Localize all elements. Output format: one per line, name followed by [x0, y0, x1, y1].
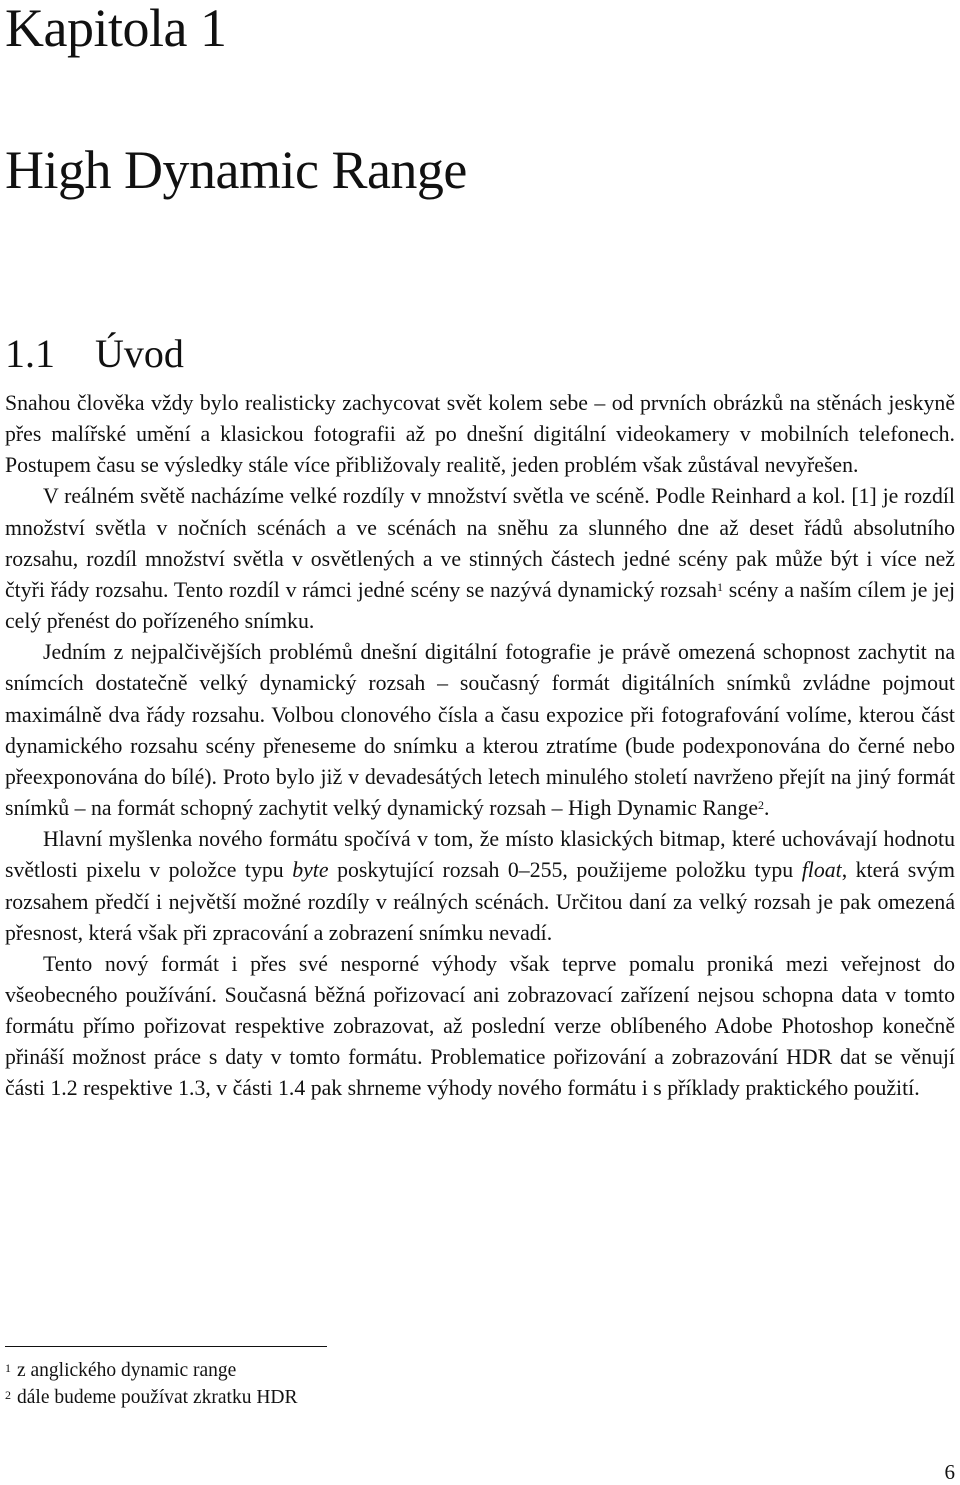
paragraph-text: , která svým rozsahem předčí i největší možné rozdíly v reálných scénách. Určitou daní za velký rozsah je pak omezená přesnost, která však při zpracování a zobrazení snímku nevadí.	[5, 858, 956, 945]
footnote-mark: 1	[5, 1361, 11, 1375]
chapter-title: High Dynamic Range	[5, 140, 467, 200]
paragraph-5	[5, 949, 955, 1105]
footnote-ref-2: 2	[758, 798, 765, 813]
paragraph-text: .	[764, 796, 770, 821]
paragraph-text: Jedním z nejpalčivějších problémů dnešní digitální fotografie je právě omezená schopnost zachytit na snímcích dostatečně velký dynamický rozsah – současný formát digitálních snímků zvládne pojmout maximálně dva řády rozsahu. Volbou clonového čísla a času expozice při fotografování volíme, kterou část dynamického rozsahu scény přeneseme do snímku a kterou ztratíme (bude podexponována do černé nebo přeexponována do bílé). Proto bylo již v devadesátých letech minulého století navrženo přejít na jiný formát snímků – na formát schopný zachytit velký dynamický rozsah – High Dynamic Range	[5, 640, 955, 821]
paragraph-text: Tento nový formát i přes své nesporné výhody však teprve pomalu proniká mezi veřejnost do všeobecného používání. Současná běžná pořizovací ani zobrazovací zařízení nejsou schopna data v tomto formátu přímo pořizovat respektive zobrazovat, až poslední verze oblíbeného Adobe Photoshop konečně přináší možnost práce s daty v tomto formátu. Problematice pořizování a zobrazování HDR dat se věnují části 1.2 respektive 1.3, v části 1.4 pak shrneme výhody nového formátu i s příklady praktického použití.	[5, 951, 955, 1101]
section-number: 1.1	[5, 331, 55, 376]
emphasis-byte: byte	[292, 858, 329, 883]
paragraph-text: Snahou člověka vždy bylo realisticky zachycovat svět kolem sebe – od prvních obrázků na stěnách jeskyně přes malířské umění a klasickou fotografii až po dnešní digitální videokamery v mobilních telefonech. Postupem času se výsledky stále více přibližovaly realitě, jeden problém však zůstával nevyřešen.	[5, 391, 955, 478]
footnote-1	[5, 1357, 298, 1384]
chapter-heading	[5, 0, 467, 198]
chapter-label: Kapitola 1	[5, 0, 227, 58]
paragraph-4	[5, 824, 955, 949]
page-number: 6	[944, 1460, 955, 1484]
footnote-mark: 2	[5, 1388, 11, 1402]
paragraph-2	[5, 481, 955, 637]
paragraph-text: V reálném světě nacházíme velké rozdíly v množství světla ve scéně. Podle Reinhard a kol. [1] je rozdíl množství světla v nočních scénách a ve scénách na sněhu za slunného dne až deset řádů absolutního rozsahu, rozdíl množství světla v osvětlených a ve stinných částech jedné scény pak může být i více než čtyři řády rozsahu. Tento rozdíl v rámci jedné scény se nazývá dynamický rozsah	[5, 484, 955, 602]
emphasis-float: float	[801, 858, 842, 883]
section-title: Úvod	[95, 331, 184, 376]
section-heading	[5, 330, 184, 378]
paragraph-text: Hlavní myšlenka nového formátu spočívá v tom, že místo klasických bitmap, které uchovávají hodnotu světlosti pixelu v položce typu	[5, 827, 955, 883]
footnote-divider	[5, 1346, 327, 1347]
footnotes	[5, 1357, 298, 1411]
footnote-text: z anglického dynamic range	[17, 1360, 237, 1381]
body-text	[5, 388, 955, 1105]
footnote-2	[5, 1384, 298, 1411]
paragraph-text: scény a naším cílem je jej celý přenést do pořízeného snímku.	[5, 577, 956, 634]
footnote-text: dále budeme používat zkratku HDR	[17, 1387, 298, 1408]
paragraph-1	[5, 388, 955, 481]
footnote-ref-1: 1	[717, 579, 724, 594]
paragraph-text: poskytující rozsah 0–255, použijeme položku typu	[328, 858, 802, 883]
paragraph-3	[5, 637, 955, 824]
